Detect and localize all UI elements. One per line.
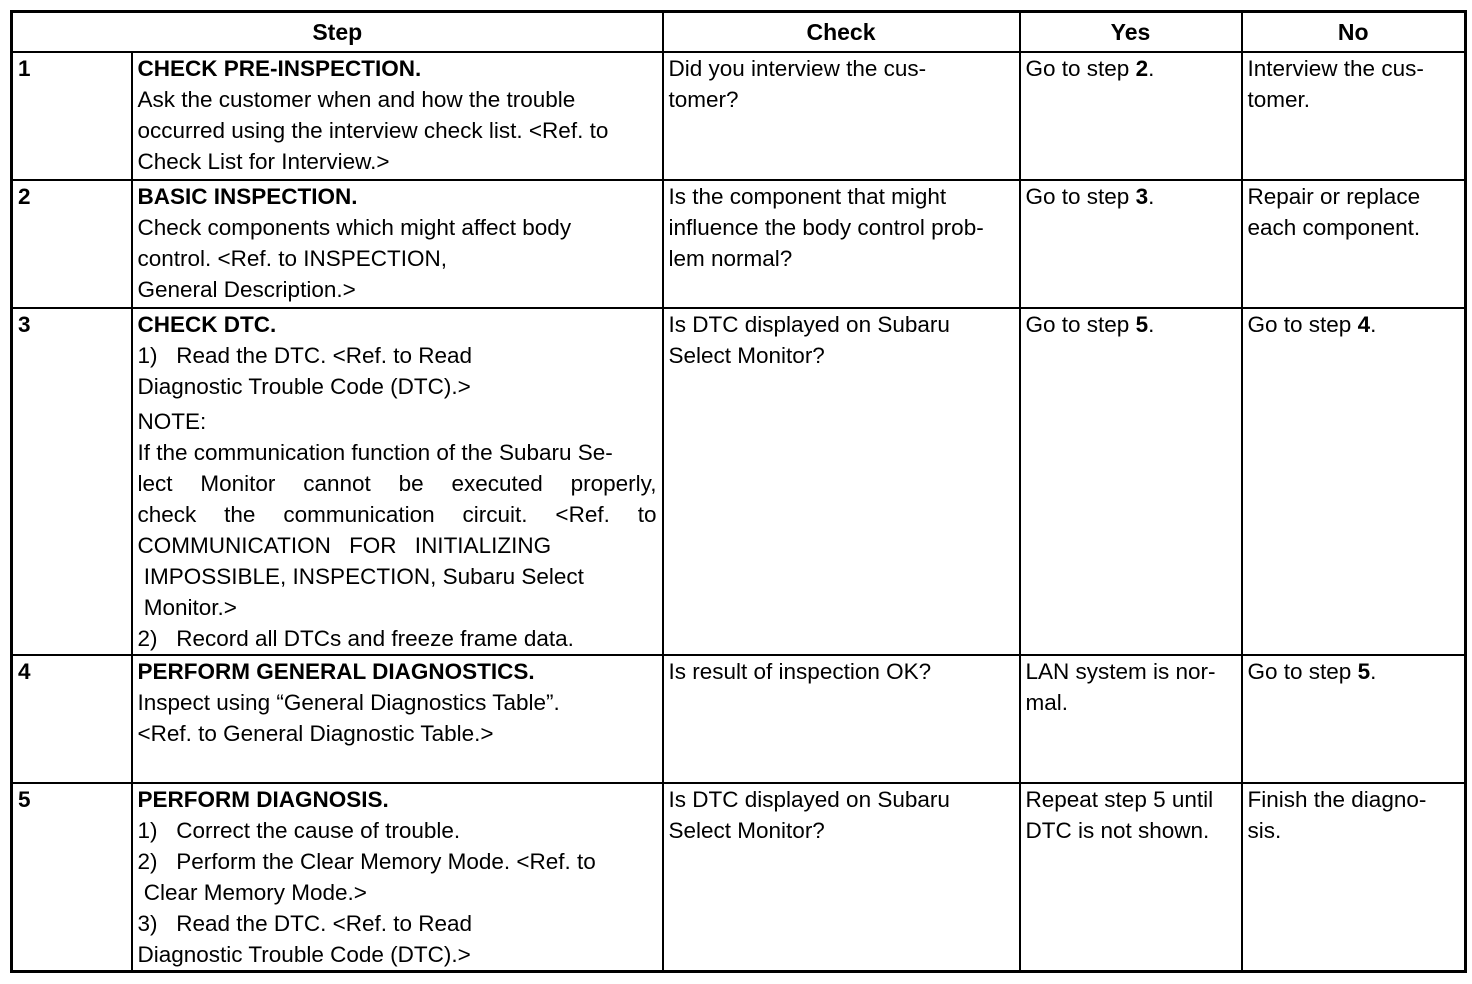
header-yes: Yes xyxy=(1020,12,1242,53)
note-text-line: COMMUNICATION FOR INITIALIZING xyxy=(137,533,552,558)
yes-step-ref: 3 xyxy=(1135,184,1149,209)
note-label: NOTE: xyxy=(137,409,207,434)
step-text-line: 1) Correct the cause of trouble. xyxy=(137,818,461,843)
step-title: PERFORM GENERAL DIAGNOSTICS. xyxy=(137,659,535,684)
table-row xyxy=(12,180,1466,308)
yes-suffix: . xyxy=(1148,184,1155,209)
step-text-line: Check List for Interview.> xyxy=(137,149,390,174)
yes-text-line: mal. xyxy=(1025,690,1069,715)
step-text-line: Monitor.> xyxy=(137,595,237,620)
note-text-line: If the communication function of the Subaru Se- xyxy=(137,440,613,465)
yes-cell xyxy=(1020,180,1242,308)
yes-text: Go to step xyxy=(1025,56,1136,81)
step-text-line: 1) Read the DTC. <Ref. to Read xyxy=(137,343,473,368)
step-description xyxy=(132,180,663,308)
yes-step-ref: 5 xyxy=(1135,312,1149,337)
check-cell xyxy=(663,783,1020,972)
step-title: CHECK DTC. xyxy=(137,312,277,337)
check-text-line: Is the component that might xyxy=(668,184,947,209)
step-number: 2 xyxy=(12,180,132,308)
header-no: No xyxy=(1242,12,1466,53)
step-description xyxy=(132,783,663,972)
step-number: 5 xyxy=(12,783,132,972)
yes-text: Go to step xyxy=(1025,312,1136,337)
no-text: Go to step xyxy=(1247,659,1358,684)
check-text-line: Select Monitor? xyxy=(668,343,825,368)
note-text-line: check the communication circuit. <Ref. to xyxy=(137,502,657,527)
no-cell xyxy=(1242,783,1466,972)
yes-cell xyxy=(1020,783,1242,972)
table-row xyxy=(12,308,1466,655)
step-text-line: Ask the customer when and how the trouble xyxy=(137,87,576,112)
step-title: BASIC INSPECTION. xyxy=(137,184,358,209)
table-row xyxy=(12,52,1466,180)
step-text-line: control. <Ref. to INSPECTION, xyxy=(137,246,447,271)
step-text-line: Clear Memory Mode.> xyxy=(137,880,367,905)
step-text-line: Inspect using “General Diagnostics Table”. xyxy=(137,690,560,715)
step-text-line: 3) Read the DTC. <Ref. to Read xyxy=(137,911,473,936)
step-text-line: occurred using the interview check list. <Ref. to xyxy=(137,118,609,143)
check-text-line: Is DTC displayed on Subaru xyxy=(668,787,950,812)
no-text-line: each component. xyxy=(1247,215,1421,240)
no-text: Go to step xyxy=(1247,312,1358,337)
step-text-line: Diagnostic Trouble Code (DTC).> xyxy=(137,942,471,967)
diagnostic-procedure-table xyxy=(10,10,1467,973)
step-title: PERFORM DIAGNOSIS. xyxy=(137,787,389,812)
check-text-line: lem normal? xyxy=(668,246,793,271)
no-text-line: Finish the diagno- xyxy=(1247,787,1427,812)
no-step-ref: 4 xyxy=(1357,312,1371,337)
header-step: Step xyxy=(12,12,663,53)
header-row xyxy=(12,12,1466,53)
note-text-line: lect Monitor cannot be executed properly, xyxy=(137,471,657,496)
yes-suffix: . xyxy=(1148,312,1155,337)
header-check: Check xyxy=(663,12,1020,53)
table-row xyxy=(12,655,1466,783)
yes-step-ref: 2 xyxy=(1135,56,1149,81)
no-text-line: tomer. xyxy=(1247,87,1311,112)
step-text-line: 2) Record all DTCs and freeze frame data. xyxy=(137,626,574,651)
check-cell xyxy=(663,308,1020,655)
table-row xyxy=(12,783,1466,972)
check-cell xyxy=(663,655,1020,783)
no-suffix: . xyxy=(1370,312,1377,337)
step-number: 1 xyxy=(12,52,132,180)
no-cell xyxy=(1242,180,1466,308)
no-text-line: Repair or replace xyxy=(1247,184,1421,209)
step-title: CHECK PRE-INSPECTION. xyxy=(137,56,422,81)
check-cell xyxy=(663,180,1020,308)
no-suffix: . xyxy=(1370,659,1377,684)
no-text-line: Interview the cus- xyxy=(1247,56,1424,81)
step-number: 3 xyxy=(12,308,132,655)
no-cell xyxy=(1242,52,1466,180)
step-text-line: 2) Perform the Clear Memory Mode. <Ref. to xyxy=(137,849,596,874)
check-cell xyxy=(663,52,1020,180)
step-text-line: <Ref. to General Diagnostic Table.> xyxy=(137,721,494,746)
check-text-line: Did you interview the cus- xyxy=(668,56,927,81)
check-text-line: Select Monitor? xyxy=(668,818,825,843)
check-text-line: tomer? xyxy=(668,87,739,112)
check-text-line: Is DTC displayed on Subaru xyxy=(668,312,950,337)
check-text-line: influence the body control prob- xyxy=(668,215,984,240)
yes-suffix: . xyxy=(1148,56,1155,81)
yes-text-line: DTC is not shown. xyxy=(1025,818,1210,843)
step-description xyxy=(132,308,663,655)
yes-text-line: Repeat step 5 until xyxy=(1025,787,1214,812)
yes-cell xyxy=(1020,308,1242,655)
step-description xyxy=(132,52,663,180)
step-text-line: IMPOSSIBLE, INSPECTION, Subaru Select xyxy=(137,564,584,589)
no-step-ref: 5 xyxy=(1357,659,1371,684)
no-cell xyxy=(1242,655,1466,783)
step-text-line: General Description.> xyxy=(137,277,356,302)
step-text-line: Check components which might affect body xyxy=(137,215,572,240)
no-cell xyxy=(1242,308,1466,655)
yes-cell xyxy=(1020,655,1242,783)
step-number: 4 xyxy=(12,655,132,783)
step-description xyxy=(132,655,663,783)
no-text-line: sis. xyxy=(1247,818,1282,843)
check-text-line: Is result of inspection OK? xyxy=(668,659,932,684)
yes-cell xyxy=(1020,52,1242,180)
yes-text-line: LAN system is nor- xyxy=(1025,659,1216,684)
yes-text: Go to step xyxy=(1025,184,1136,209)
step-text-line: Diagnostic Trouble Code (DTC).> xyxy=(137,374,471,399)
